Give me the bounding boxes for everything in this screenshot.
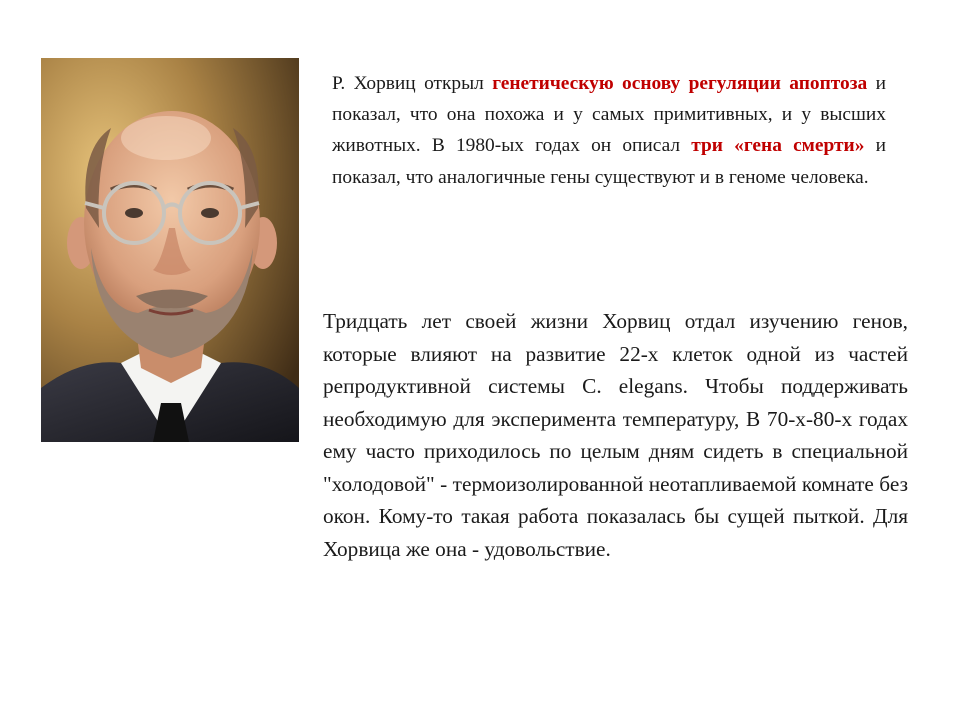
intro-paragraph	[332, 68, 886, 193]
portrait-photo	[41, 58, 299, 442]
highlight-death-genes: три «гена смерти»	[691, 135, 865, 157]
intro-text-1: Р. Хорвиц открыл	[332, 73, 493, 94]
highlight-genetic-basis: генетическую основу регуляции апоптоза	[492, 73, 868, 94]
intro-text-2: и показал, что она похожа и у самых примитивных, и у высших животных. В 1980-ых годах он описал	[332, 73, 886, 157]
body-paragraph: Тридцать лет своей жизни Хорвиц отдал изучению генов, которые влияют на развитие 22-х клеток одной из частей репродуктивной системы C. elegans. Чтобы поддерживать необходимую для эксперимента температуру, В 70-х-80-х годах ему часто приходилось по целым дням сидеть в специальной "холодовой" - термоизолированной неотапливаемой комнате без окон. Кому-то такая работа показалась бы сущей пыткой. Для Хорвица же она - удовольствие.	[323, 309, 908, 561]
intro-text-3: и показал, что аналогичные гены существуют и в геноме человека.	[332, 135, 886, 188]
